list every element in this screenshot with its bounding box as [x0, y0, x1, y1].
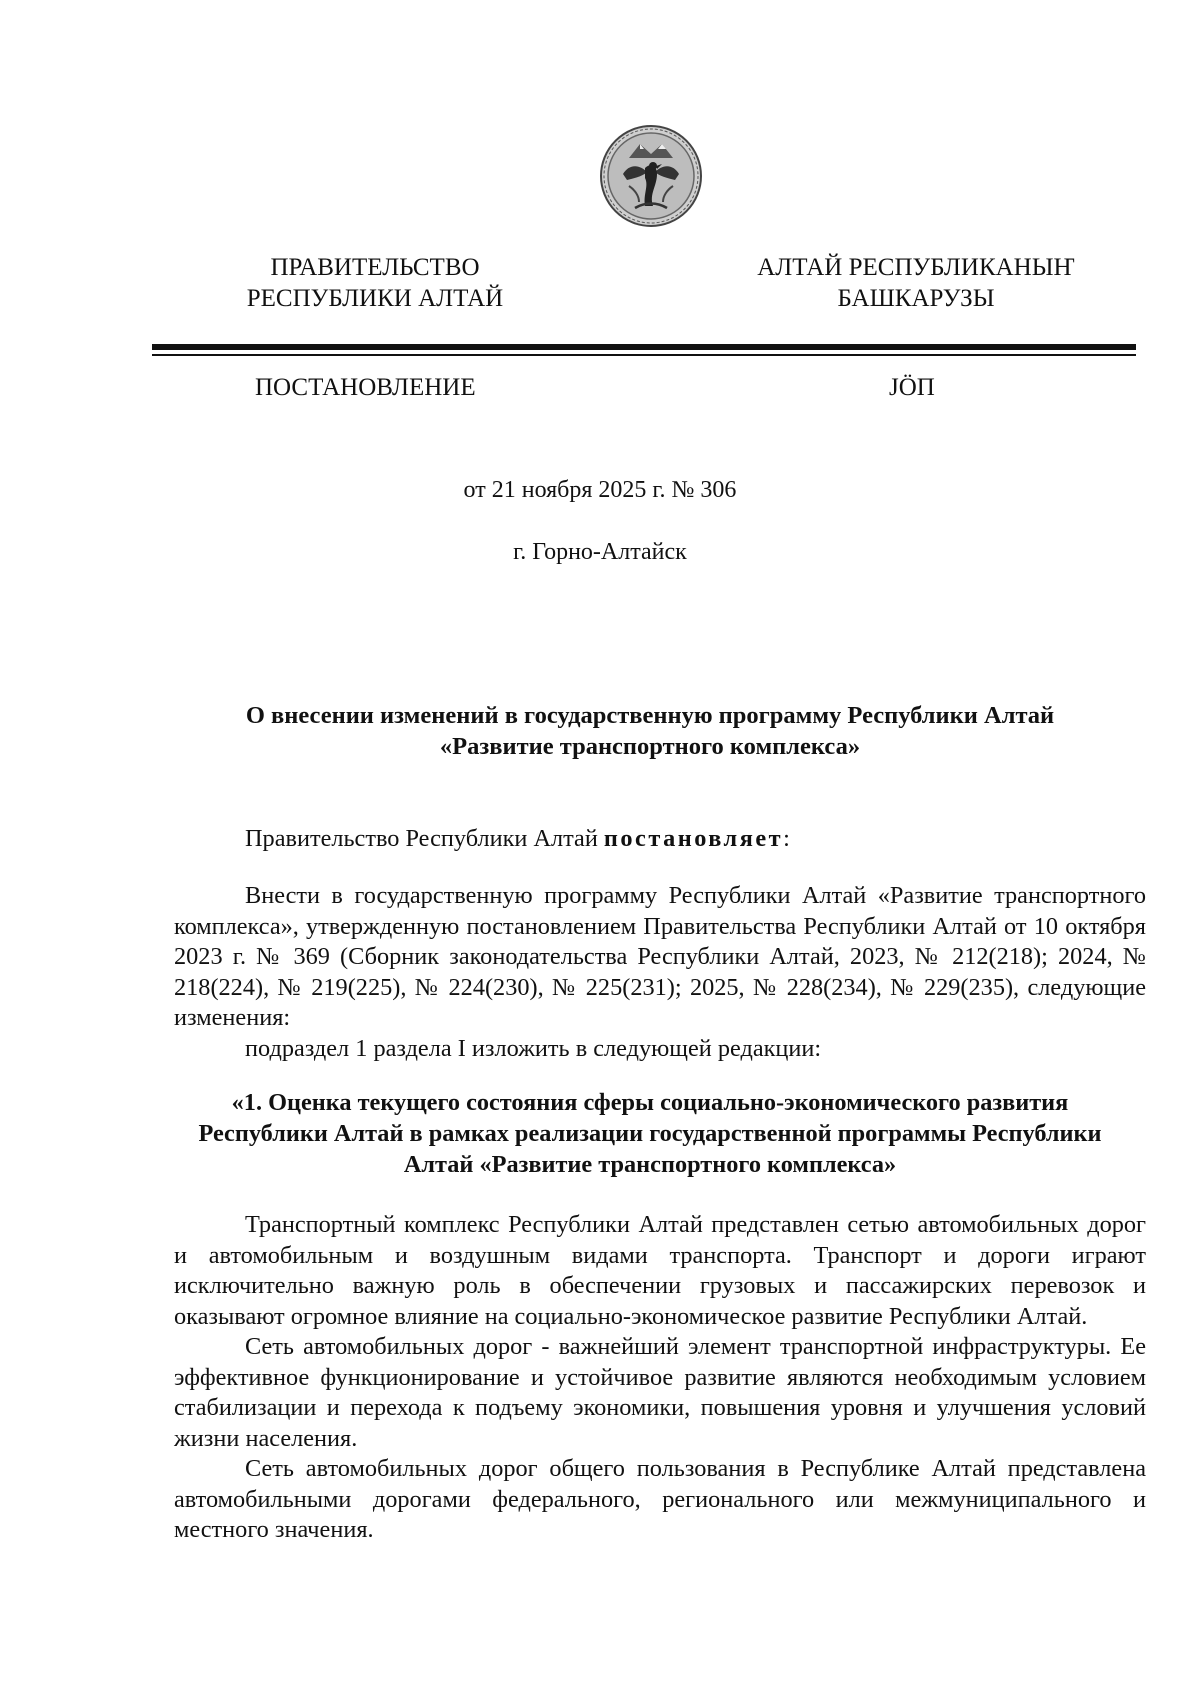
- doc-kind-altai: JÖП: [889, 374, 935, 401]
- header-left-line1: ПРАВИТЕЛЬСТВО: [270, 254, 480, 281]
- city: г. Горно-Алтайск: [513, 539, 687, 565]
- section-title-line3: Алтай «Развитие транспортного комплекса»: [403, 1151, 897, 1178]
- header-right-line2: БАШКАРУЗЫ: [837, 285, 995, 312]
- body-paragraph-2: Сеть автомобильных дорог - важнейший элемент транспортной инфраструктуры. Ее эффективное функционирование и устойчивое развитие являются необходимым условием стабилизации и перехода к подъему экономики, повышения уровня и улучшения условий жизни населения.: [174, 1333, 1146, 1452]
- body-paragraph-3: Сеть автомобильных дорог общего пользования в Республике Алтай представлена автомобильными дорогами федерального, регионального или межмуниципального и местного значения.: [174, 1455, 1146, 1543]
- header-divider-thick: [152, 344, 1136, 350]
- document-title: [175, 700, 1125, 762]
- doc-kind-russian: ПОСТАНОВЛЕНИЕ: [255, 374, 476, 401]
- header-right: [716, 252, 1116, 314]
- decree-statement: [174, 824, 1146, 855]
- date-and-number: от 21 ноября 2025 г. № 306: [463, 477, 737, 503]
- header-divider-thin: [152, 354, 1136, 356]
- section-title-line1: «1. Оценка текущего состояния сферы социально-экономического развития: [231, 1089, 1069, 1116]
- amendment-paragraph: Внести в государственную программу Республики Алтай «Развитие транспортного комплекса», утвержденную постановлением Правительства Республики Алтай от 10 октября 2023 г. № 369 (Сборник законодательства Республики Алтай, 2023, № 212(218); 2024, № 218(224), № 219(225), № 224(230), № 225(231); 2025, № 228(234), № 229(235), следующие изменения:: [174, 882, 1146, 1031]
- section-body: [174, 1210, 1146, 1546]
- body-paragraph-1: Транспортный комплекс Республики Алтай представлен сетью автомобильных дорог и автомобильным и воздушным видами транспорта. Транспорт и дороги играют исключительно важную роль в обеспечении грузовых и пассажирских перевозок и оказывают огромное влияние на социально-экономическое развитие Республики Алтай.: [174, 1211, 1146, 1330]
- section-title-line2: Республики Алтай в рамках реализации государственной программы Республики: [198, 1120, 1102, 1147]
- amendment-instruction: подраздел 1 раздела I изложить в следующей редакции:: [245, 1034, 822, 1062]
- amendment-intro: [174, 881, 1146, 1064]
- document-title-line1: О внесении изменений в государственную программу Республики Алтай: [245, 702, 1055, 729]
- decree-colon: :: [783, 825, 790, 852]
- document-title-line2: «Развитие транспортного комплекса»: [439, 733, 861, 760]
- header-left: [175, 252, 575, 314]
- header-left-line2: РЕСПУБЛИКИ АЛТАЙ: [246, 285, 504, 312]
- section-title: [175, 1087, 1125, 1180]
- decree-verb: постановляет: [603, 825, 784, 852]
- coat-of-arms-emblem: [599, 124, 703, 228]
- header-right-line1: АЛТАЙ РЕСПУБЛИКАНЫҤ: [757, 254, 1075, 281]
- decree-subject: Правительство Республики Алтай: [245, 825, 604, 852]
